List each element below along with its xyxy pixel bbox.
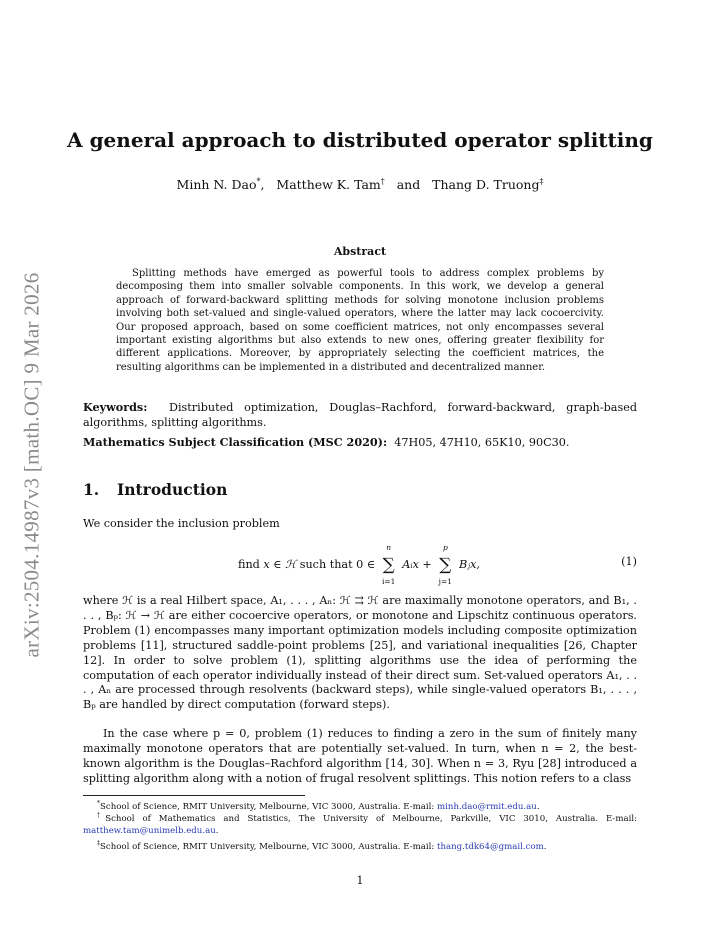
footnote-punct: .	[215, 825, 219, 836]
sum-upper-limit: p	[442, 543, 448, 552]
footnote-rule	[83, 795, 305, 796]
footnote-text: School of Science, RMIT University, Melbourne, VIC 3000, Australia. E-mail:	[100, 841, 435, 852]
author-name: Minh N. Dao	[176, 177, 257, 193]
author-conjunction: and	[396, 177, 421, 193]
author-name: Matthew K. Tam	[276, 177, 381, 193]
abstract-heading: Abstract	[333, 245, 387, 258]
keywords-label: Keywords:	[83, 400, 148, 414]
equation-1	[83, 543, 637, 586]
email-link[interactable]: thang.tdk64@gmail.com	[437, 841, 544, 852]
footnote-mark: *	[97, 800, 100, 807]
footnote-mark: †	[97, 812, 106, 819]
summation-symbol: p ∑ j=1	[435, 555, 455, 575]
sum-lower-limit: i=1	[381, 577, 396, 586]
keywords	[83, 400, 637, 430]
footnote-punct: .	[536, 801, 540, 812]
intro-sentence: We consider the inclusion problem	[83, 517, 280, 530]
body-paragraph: In the case where p = 0, problem (1) reduces to finding a zero in the sum of finitely many maximally monotone operators that are potentially set-valued. In turn, when n = 2, the best-known algorithm is the Douglas–Rachford algorithm [14, 30]. When n = 3, Ryu [28] introduced a splitting algorithm along with a notion of frugal resolvent splittings. This notion refers to a class	[83, 727, 637, 785]
footnote	[83, 838, 637, 853]
keywords-text: Distributed optimization, Douglas–Rachford, forward-backward, graph-based algorithms, splitting algorithms.	[83, 401, 637, 429]
author-name: Thang D. Truong	[432, 177, 540, 193]
paper-title: A general approach to distributed operator splitting	[67, 128, 653, 152]
email-link[interactable]: matthew.tam@unimelb.edu.au	[83, 825, 216, 836]
sum-upper-limit: n	[386, 543, 392, 552]
msc-label: Mathematics Subject Classification (MSC 2020):	[83, 435, 388, 449]
footnote-text: School of Science, RMIT University, Melbourne, VIC 3000, Australia. E-mail:	[100, 801, 435, 812]
footnote-mark: ‡	[97, 840, 100, 847]
sum-lower-limit: j=1	[438, 577, 453, 586]
eq-term: Bⱼx,	[458, 558, 480, 571]
eq-text: such that	[299, 558, 353, 571]
arxiv-sidebar-stamp	[14, 250, 50, 680]
footnote	[83, 810, 637, 837]
arxiv-id: arXiv:2504.14987v3 [math.OC] 9 Mar 2026	[19, 272, 44, 658]
summation-symbol: n ∑ i=1	[379, 555, 399, 575]
author-list: Minh N. Dao*, Matthew K. Tam† and Thang D. Truong‡	[176, 177, 544, 193]
footnote-mark: *	[256, 177, 261, 186]
footnote-mark: ‡	[539, 177, 544, 186]
footnote-punct: .	[543, 841, 547, 852]
msc-classification	[83, 435, 637, 449]
footnote-mark: †	[380, 177, 385, 186]
msc-codes: 47H05, 47H10, 65K10, 90C30.	[394, 436, 570, 449]
email-link[interactable]: minh.dao@rmit.edu.au	[437, 801, 537, 812]
section-heading	[83, 480, 227, 499]
eq-term: Aᵢx +	[402, 558, 432, 571]
section-number: 1.	[83, 480, 100, 499]
page-number: 1	[356, 874, 364, 887]
eq-math: 0 ∈	[356, 558, 376, 571]
eq-text: find	[238, 558, 260, 571]
section-title: Introduction	[117, 480, 228, 499]
eq-math: x ∈ ℋ	[263, 558, 297, 571]
footnote-text: School of Mathematics and Statistics, The University of Melbourne, Parkville, VIC 3010, Australia. E-mail:	[105, 813, 638, 824]
abstract-text: Splitting methods have emerged as powerful tools to address complex problems by decomposing them into smaller solvable components. In this work, we develop a general approach of forward-backward splitting methods for solving monotone inclusion problems involving both set-valued and single-valued operators, where the latter may lack cocoercivity. Our proposed approach, based on some coefficient matrices, not only encompasses several important existing algorithms but also extends to new ones, offering greater flexibility for different applications. Moreover, by appropriately selecting the coefficient matrices, the resulting algorithms can be implemented in a distributed and decentralized manner.	[116, 268, 604, 373]
equation-number: (1)	[621, 555, 637, 568]
body-paragraph: where ℋ is a real Hilbert space, A₁, . . . , Aₙ: ℋ ⇉ ℋ are maximally monotone operators, and B₁, . . . , Bₚ: ℋ → ℋ are either cocoercive operators, or monotone and Lipschitz continuous operators. Problem (1) encompasses many important optimization models including composite optimization problems [11], structured saddle-point problems [25], and variational inequalities [26, Chapter 12]. In order to solve problem (1), splitting algorithms use the idea of performing the computation of each operator individually instead of their direct sum. Set-valued operators A₁, . . . , Aₙ are processed through resolvents (backward steps), while single-valued operators B₁, . . . , Bₚ are handled by direct computation (forward steps).	[83, 594, 637, 712]
